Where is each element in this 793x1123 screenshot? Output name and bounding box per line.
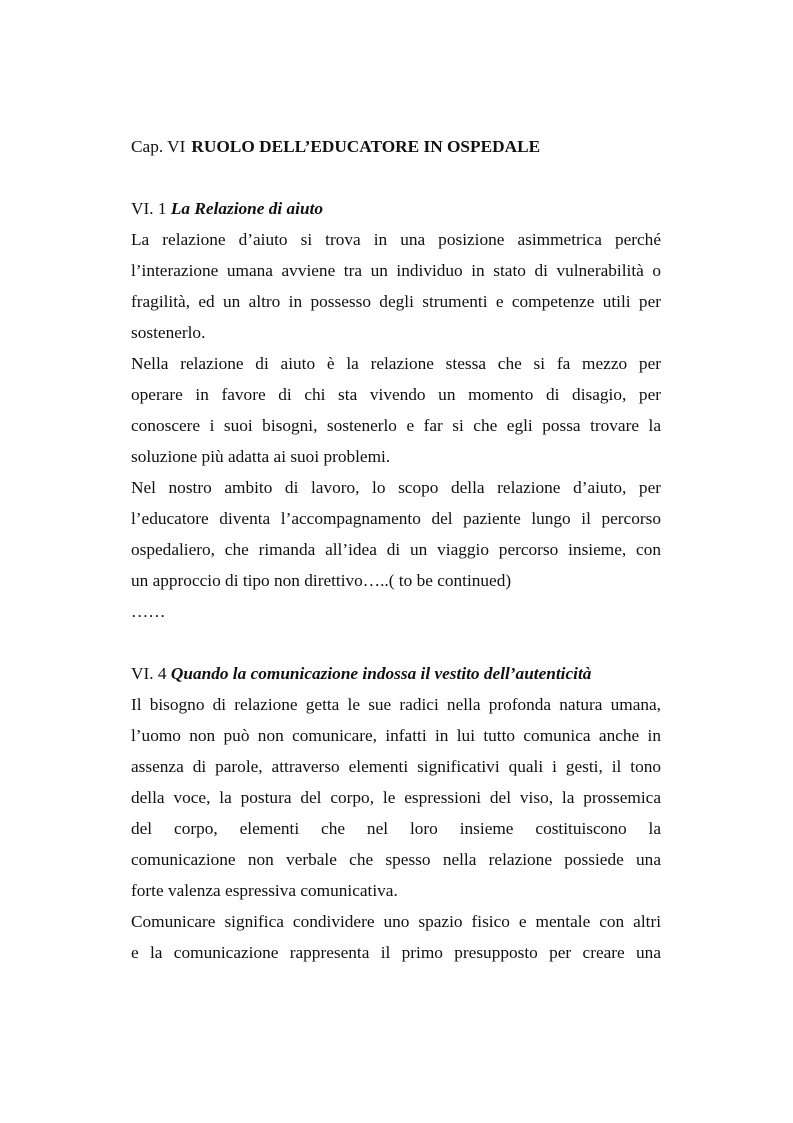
paragraph-line: Nel nostro ambito di lavoro, lo scopo della relazione d’aiuto, per bbox=[131, 478, 661, 497]
paragraph-line: e la comunicazione rappresenta il primo presupposto per creare una bbox=[131, 943, 661, 962]
paragraph-line: Nella relazione di aiuto è la relazione stessa che si fa mezzo per bbox=[131, 354, 661, 373]
paragraph-line: conoscere i suoi bisogni, sostenerlo e far si che egli possa trovare la bbox=[131, 416, 661, 435]
section-title: La Relazione di aiuto bbox=[170, 199, 324, 218]
paragraph-line: forte valenza espressiva comunicativa. bbox=[131, 881, 398, 900]
paragraph-line: operare in favore di chi sta vivendo un momento di disagio, per bbox=[131, 385, 661, 404]
spacer bbox=[131, 627, 661, 658]
section-title: Quando la comunicazione indossa il vestito dell’autenticità bbox=[170, 664, 592, 683]
paragraph-line: assenza di parole, attraverso elementi significativi quali i gesti, il tono bbox=[131, 757, 661, 776]
paragraph-line: l’educatore diventa l’accompagnamento del paziente lungo il percorso bbox=[131, 509, 661, 528]
section-heading-1 bbox=[131, 193, 661, 224]
chapter-number: Cap. VI bbox=[131, 137, 186, 156]
paragraph-line: l’uomo non può non comunicare, infatti in lui tutto comunica anche in bbox=[131, 726, 661, 745]
paragraph-line: soluzione più adatta ai suoi problemi. bbox=[131, 447, 391, 466]
section-number: VI. 1 bbox=[131, 199, 167, 218]
paragraph-line: della voce, la postura del corpo, le espressioni del viso, la prossemica bbox=[131, 788, 661, 807]
paragraph-line: …… bbox=[131, 602, 166, 621]
chapter-title bbox=[131, 131, 661, 162]
paragraph-line: un approccio di tipo non direttivo…..( to be continued) bbox=[131, 571, 512, 590]
paragraph-line: La relazione d’aiuto si trova in una posizione asimmetrica perché bbox=[131, 230, 661, 249]
chapter-title-text: RUOLO DELL’EDUCATORE IN OSPEDALE bbox=[191, 137, 541, 156]
section-heading-4 bbox=[131, 658, 661, 689]
paragraph-line: l’interazione umana avviene tra un individuo in stato di vulnerabilità o bbox=[131, 261, 661, 280]
section-number: VI. 4 bbox=[131, 664, 167, 683]
paragraph-line: ospedaliero, che rimanda all’idea di un viaggio percorso insieme, con bbox=[131, 540, 661, 559]
paragraph-line: Il bisogno di relazione getta le sue radici nella profonda natura umana, bbox=[131, 695, 661, 714]
paragraph-line: Comunicare significa condividere uno spazio fisico e mentale con altri bbox=[131, 912, 661, 931]
paragraph-line: del corpo, elementi che nel loro insieme costituiscono la bbox=[131, 819, 661, 838]
paragraph-line: fragilità, ed un altro in possesso degli strumenti e competenze utili per bbox=[131, 292, 661, 311]
paragraph-line: comunicazione non verbale che spesso nella relazione possiede una bbox=[131, 850, 661, 869]
paragraph-line: sostenerlo. bbox=[131, 323, 206, 342]
document-page bbox=[131, 131, 661, 968]
